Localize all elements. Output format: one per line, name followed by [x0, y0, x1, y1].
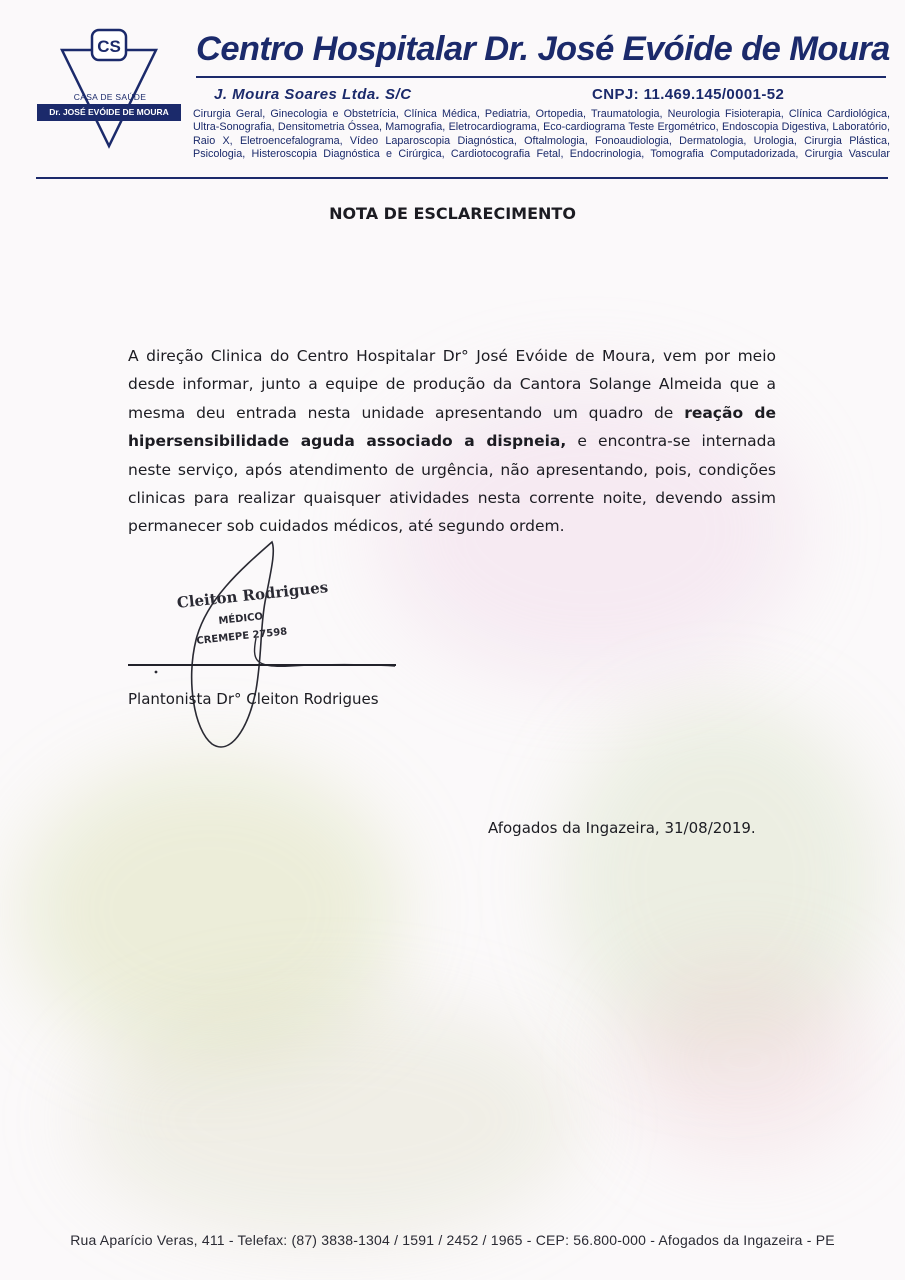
paper-stain [560, 700, 880, 1060]
signature-line [128, 664, 396, 666]
stamp-doctor-name: Cleiton Rodrigues [176, 578, 329, 612]
body-paragraph [128, 342, 776, 541]
paragraph-text: A direção Clinica do Centro Hospitalar Dr° José Evóide de Moura, vem por meio desde informar, junto a equipe de produção da Cantora Solange Almeida que a mesma deu entrada nesta unidade apresentando um quadro de [128, 347, 776, 422]
document-title: NOTA DE ESCLARECIMENTO [329, 204, 576, 223]
signature-caption: Plantonista Dr° Cleiton Rodrigues [128, 690, 379, 708]
paragraph-emphasis: reação de hipersensibilidade aguda associado a dispneia, [128, 403, 777, 451]
stamp-crm-number: CREMEPE 27598 [196, 626, 288, 647]
paper-stain [80, 1000, 580, 1240]
header-divider [36, 177, 888, 179]
services-list: Cirurgia Geral, Ginecologia e Obstetrícia, Clínica Médica, Pediatria, Ortopedia, Traumatologia, Neurologia Fisioterapia, Clínica Cardiológica, Ultra-Sonografia, Densitometria Óssea, Mamografia, Eletrocardiograma, Eco-cardiograma Teste Ergométrico, Endoscopia Digestiva, Laboratório, Raio X, Eletroencefalograma, Vídeo Laparoscopia Diagnóstica, Oftalmologia, Fonoaudiologia, Dermatologia, Urologia, Cirurgia Plástica, Psicologia, Histeroscopia Diagnóstica e Cirúrgica, Cardiotocografia Fetal, Endocrinologia, Tomografia Computadorizada, Cirurgia Vascular [193, 108, 890, 161]
date-place: Afogados da Ingazeira, 31/08/2019. [488, 819, 756, 837]
stamp-role: MÉDICO [218, 611, 264, 627]
paragraph-text: e encontra-se internada neste serviço, após atendimento de urgência, não apresentando, pois, condições clinicas para realizar quaisquer atividades nesta corrente noite, devendo assim permanecer sob cuidados médicos, até segundo ordem. [128, 432, 776, 536]
logo-name-band: Dr. JOSÉ EVÓIDE DE MOURA [37, 104, 181, 121]
cnpj: CNPJ: 11.469.145/0001-52 [592, 86, 785, 103]
logo-monogram: CS [97, 37, 121, 56]
hospital-name: Centro Hospitalar Dr. José Evóide de Moura [196, 30, 890, 68]
logo-top-text: CASA DE SAÚDE [73, 92, 147, 102]
hospital-logo [34, 28, 184, 153]
cs-emblem-icon [34, 28, 184, 153]
paper-stain [620, 960, 870, 1160]
footer-address: Rua Aparício Veras, 411 - Telefax: (87) 3838-1304 / 1591 / 2452 / 1965 - CEP: 56.800-000 - Afogados da Ingazeira - PE [70, 1232, 835, 1248]
company-name: J. Moura Soares Ltda. S/C [214, 86, 412, 103]
handwritten-signature [120, 530, 420, 760]
title-divider [196, 76, 886, 78]
paper-stain [20, 760, 400, 1060]
